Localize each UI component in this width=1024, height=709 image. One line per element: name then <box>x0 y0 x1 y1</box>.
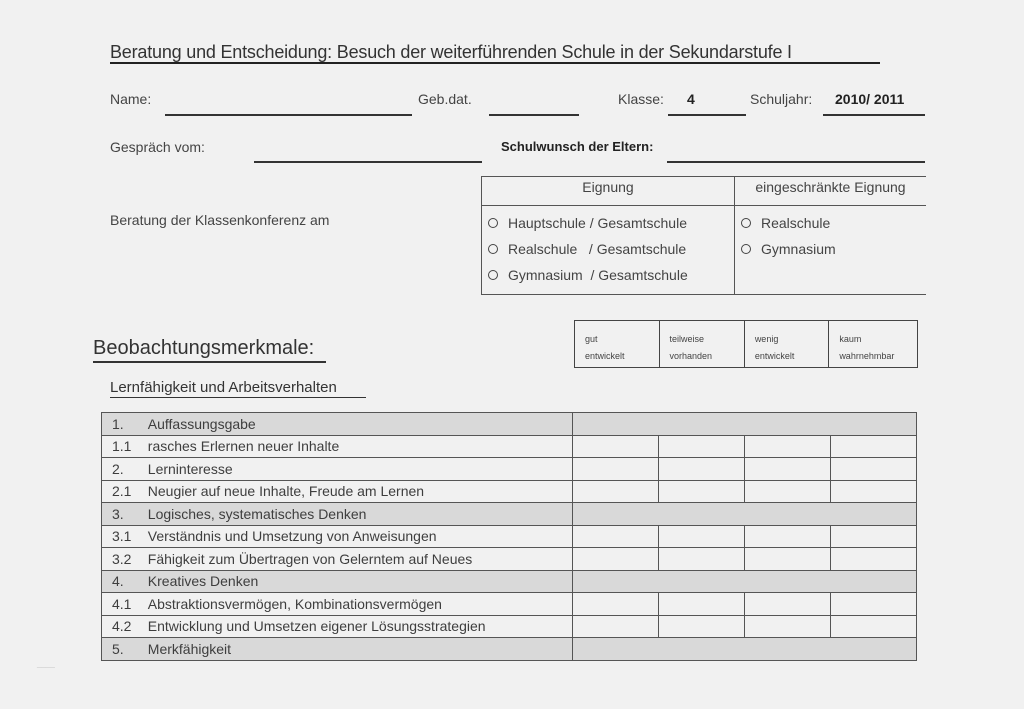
table-row <box>102 570 917 593</box>
section-heading-underline <box>93 361 326 363</box>
rating-cell[interactable] <box>573 480 659 503</box>
table-row <box>102 435 917 458</box>
rating-scale-header <box>574 320 918 368</box>
scale-col-3 <box>744 321 829 368</box>
criterion-number: 4.2 <box>102 615 148 638</box>
rating-cell[interactable] <box>659 458 745 481</box>
eligibility-header: Eignung <box>482 177 735 206</box>
criterion-label: Logisches, systematisches Denken <box>148 503 573 526</box>
option-label: Realschule / Gesamtschule <box>508 241 687 257</box>
table-row <box>102 413 917 436</box>
scale-label: kaum <box>839 334 862 344</box>
rating-cell[interactable] <box>745 593 831 616</box>
criterion-number: 2.1 <box>102 480 148 503</box>
option-gymnasium[interactable] <box>488 262 734 288</box>
section-heading: Beobachtungsmerkmale: <box>93 337 315 359</box>
criterion-number: 3. <box>102 503 148 526</box>
talk-date-label: Gespräch vom: <box>110 139 205 155</box>
subsection-heading-underline <box>110 397 366 398</box>
rating-cell[interactable] <box>745 435 831 458</box>
class-field[interactable] <box>668 114 746 116</box>
criterion-label: Lerninteresse <box>148 458 573 481</box>
option-realschule[interactable] <box>488 236 734 262</box>
rating-cell[interactable] <box>831 458 917 481</box>
title-underline <box>110 62 880 64</box>
option-restricted-gymnasium[interactable] <box>741 236 926 262</box>
rating-cell[interactable] <box>573 435 659 458</box>
option-label: Gymnasium <box>761 241 836 257</box>
rating-cell[interactable] <box>659 548 745 571</box>
rating-cell[interactable] <box>659 480 745 503</box>
scale-label: teilweise <box>669 334 705 344</box>
eligibility-options <box>482 206 735 295</box>
category-rating-span <box>573 570 917 593</box>
table-row <box>102 548 917 571</box>
criterion-number: 2. <box>102 458 148 481</box>
rating-cell[interactable] <box>659 525 745 548</box>
rating-cell[interactable] <box>659 593 745 616</box>
criterion-number: 5. <box>102 638 148 661</box>
criterion-label: Entwicklung und Umsetzen eigener Lösungsstrategien <box>148 615 573 638</box>
dob-label: Geb.dat. <box>418 91 472 107</box>
table-row <box>102 593 917 616</box>
criterion-number: 4. <box>102 570 148 593</box>
criterion-number: 4.1 <box>102 593 148 616</box>
rating-cell[interactable] <box>831 525 917 548</box>
restricted-eligibility-header: eingeschränkte Eignung <box>735 177 927 206</box>
category-rating-span <box>573 638 917 661</box>
criterion-number: 3.1 <box>102 525 148 548</box>
rating-cell[interactable] <box>573 525 659 548</box>
category-rating-span <box>573 413 917 436</box>
rating-cell[interactable] <box>745 458 831 481</box>
option-hauptschule[interactable] <box>488 210 734 236</box>
option-label: Hauptschule / Gesamtschule <box>508 215 687 231</box>
rating-cell[interactable] <box>831 615 917 638</box>
year-label: Schuljahr: <box>750 91 813 107</box>
rating-cell[interactable] <box>831 480 917 503</box>
criterion-label: Merkfähigkeit <box>148 638 573 661</box>
rating-cell[interactable] <box>659 435 745 458</box>
watermark: ____ <box>37 659 55 668</box>
restricted-eligibility-options <box>735 206 927 295</box>
rating-cell[interactable] <box>573 593 659 616</box>
rating-cell[interactable] <box>573 458 659 481</box>
scale-label: wahrnehmbar <box>839 351 895 361</box>
radio-circle-icon[interactable] <box>488 218 498 228</box>
parent-wish-field[interactable] <box>667 161 925 163</box>
table-row <box>102 525 917 548</box>
class-label: Klasse: <box>618 91 664 107</box>
category-rating-span <box>573 503 917 526</box>
year-field[interactable] <box>823 114 925 116</box>
table-row <box>102 615 917 638</box>
criterion-label: Fähigkeit zum Übertragen von Gelerntem auf Neues <box>148 548 573 571</box>
talk-date-field[interactable] <box>254 161 482 163</box>
class-value: 4 <box>687 91 695 107</box>
table-row <box>102 480 917 503</box>
scale-label: gut <box>585 334 598 344</box>
council-label: Beratung der Klassenkonferenz am <box>110 212 330 228</box>
criterion-label: Neugier auf neue Inhalte, Freude am Lernen <box>148 480 573 503</box>
radio-circle-icon[interactable] <box>741 244 751 254</box>
option-label: Gymnasium / Gesamtschule <box>508 267 688 283</box>
year-value: 2010/ 2011 <box>835 91 905 107</box>
radio-circle-icon[interactable] <box>488 270 498 280</box>
criterion-label: Abstraktionsvermögen, Kombinationsvermögen <box>148 593 573 616</box>
option-label: Realschule <box>761 215 831 231</box>
scale-col-1 <box>575 321 660 368</box>
dob-field[interactable] <box>489 114 579 116</box>
rating-cell[interactable] <box>573 615 659 638</box>
criterion-number: 1. <box>102 413 148 436</box>
option-restricted-realschule[interactable] <box>741 210 926 236</box>
criterion-label: Kreatives Denken <box>148 570 573 593</box>
rating-cell[interactable] <box>831 593 917 616</box>
eligibility-table <box>481 176 926 295</box>
criterion-number: 3.2 <box>102 548 148 571</box>
scale-label: vorhanden <box>669 351 713 361</box>
name-label: Name: <box>110 91 152 107</box>
criterion-label: Verständnis und Umsetzung von Anweisungen <box>148 525 573 548</box>
scale-label: wenig <box>754 334 779 344</box>
scale-col-4 <box>829 321 918 368</box>
scale-col-2 <box>659 321 744 368</box>
table-row <box>102 458 917 481</box>
parent-wish-label: Schulwunsch der Eltern: <box>501 139 654 154</box>
criterion-label: rasches Erlernen neuer Inhalte <box>148 435 573 458</box>
criterion-number: 1.1 <box>102 435 148 458</box>
name-field[interactable] <box>165 114 412 116</box>
rating-cell[interactable] <box>831 435 917 458</box>
criterion-label: Auffassungsgabe <box>148 413 573 436</box>
radio-circle-icon[interactable] <box>488 244 498 254</box>
table-row <box>102 638 917 661</box>
scale-label: entwickelt <box>585 351 625 361</box>
table-row <box>102 503 917 526</box>
document-title: Beratung und Entscheidung: Besuch der weiterführenden Schule in der Sekundarstufe I <box>110 42 792 62</box>
rating-cell[interactable] <box>573 548 659 571</box>
rating-cell[interactable] <box>745 548 831 571</box>
scale-label: entwickelt <box>754 351 795 361</box>
rating-cell[interactable] <box>831 548 917 571</box>
observation-table <box>101 412 917 661</box>
rating-cell[interactable] <box>745 615 831 638</box>
radio-circle-icon[interactable] <box>741 218 751 228</box>
subsection-heading: Lernfähigkeit und Arbeitsverhalten <box>110 379 337 396</box>
rating-cell[interactable] <box>745 525 831 548</box>
rating-cell[interactable] <box>745 480 831 503</box>
rating-cell[interactable] <box>659 615 745 638</box>
